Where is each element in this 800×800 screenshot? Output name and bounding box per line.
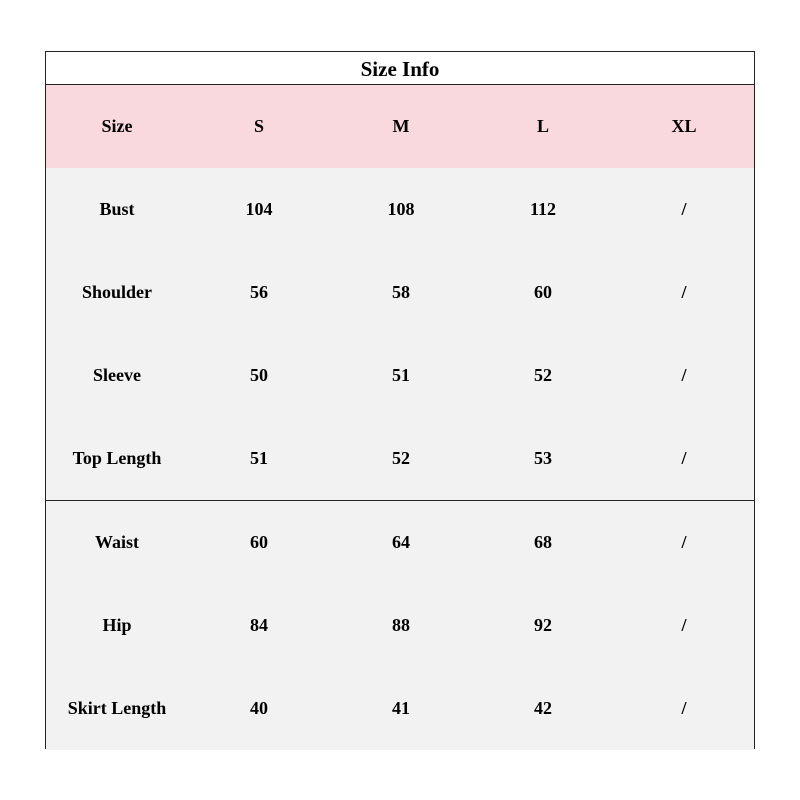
header-l: L	[536, 116, 549, 136]
header-xl: XL	[671, 116, 697, 136]
table-title: Size Info	[46, 52, 754, 85]
cell-l: 112	[529, 199, 556, 219]
cell-m: 58	[392, 282, 410, 302]
header-size: Size	[101, 116, 133, 136]
cell-s: 84	[250, 615, 268, 635]
row-label: Shoulder	[81, 282, 153, 302]
cell-s: 56	[250, 282, 268, 302]
cell-s: 104	[245, 199, 273, 219]
cell-l: 52	[534, 365, 552, 385]
cell-m: 52	[392, 448, 410, 468]
cell-l: 53	[534, 448, 552, 468]
table-row	[46, 168, 754, 251]
size-info-table	[45, 51, 755, 749]
cell-m: 51	[392, 365, 410, 385]
cell-m: 64	[392, 532, 410, 552]
cell-l: 68	[534, 532, 552, 552]
row-label: Waist	[94, 532, 139, 552]
header-m: M	[392, 116, 410, 136]
row-label: Bust	[99, 199, 135, 219]
cell-m: 108	[387, 199, 415, 219]
row-label: Skirt Length	[67, 698, 167, 718]
table-row	[46, 334, 754, 417]
cell-xl: /	[681, 282, 687, 302]
cell-m: 88	[392, 615, 410, 635]
cell-s: 60	[250, 532, 268, 552]
cell-m: 41	[392, 698, 410, 718]
cell-xl: /	[681, 698, 687, 718]
cell-l: 92	[534, 615, 552, 635]
row-label: Top Length	[72, 448, 162, 468]
table-header-row	[46, 85, 754, 168]
cell-l: 42	[534, 698, 552, 718]
table-row	[46, 417, 754, 501]
cell-xl: /	[681, 199, 687, 219]
table-row	[46, 584, 754, 667]
cell-xl: /	[681, 365, 687, 385]
table-row	[46, 501, 754, 584]
table-row	[46, 667, 754, 750]
cell-xl: /	[681, 532, 687, 552]
row-label: Sleeve	[93, 365, 141, 385]
cell-xl: /	[681, 615, 687, 635]
cell-xl: /	[681, 448, 687, 468]
cell-s: 51	[250, 448, 268, 468]
row-label: Hip	[102, 615, 132, 635]
cell-s: 50	[250, 365, 268, 385]
table-row	[46, 251, 754, 334]
header-s: S	[253, 116, 264, 136]
cell-s: 40	[250, 698, 268, 718]
cell-l: 60	[534, 282, 552, 302]
